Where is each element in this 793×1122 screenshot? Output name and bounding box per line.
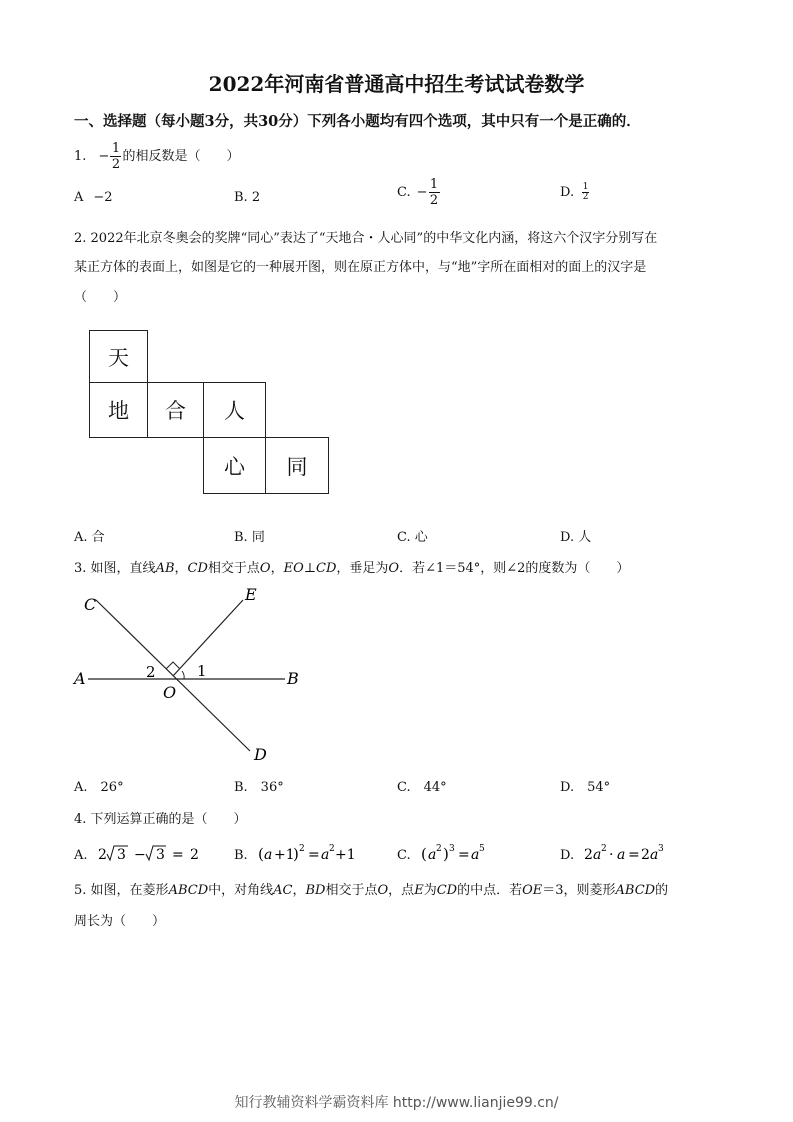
- q4-c-formula: [419, 844, 509, 864]
- page-title: 2022年河南省普通高中招生考试试卷数学: [208, 72, 585, 96]
- q3-option-d: D. 54°: [560, 780, 611, 795]
- question-1: [74, 141, 239, 172]
- label-o: O: [163, 683, 177, 702]
- svg-text:a: a: [593, 847, 602, 863]
- svg-text:·: ·: [609, 847, 614, 863]
- q1-fraction: $\frac{1}{2}$: [111, 141, 121, 172]
- q1-number: 1.: [74, 149, 87, 164]
- q4-d-formula: [582, 844, 682, 864]
- ray-oe: [173, 600, 243, 676]
- q4-option-b: B. ( a +1 ) 2 = a 2 +1: [234, 844, 366, 864]
- q3-option-a: A. 26°: [74, 780, 124, 795]
- label-e: E: [245, 585, 257, 604]
- q4-option-d: D. 2 a 2 · a = 2 a 3: [560, 844, 682, 864]
- question-4: 4. 下列运算正确的是（ ）: [74, 812, 247, 827]
- svg-text:(: (: [257, 845, 264, 863]
- q2-option-d: D. 人: [560, 530, 592, 545]
- q2-option-a: A. 合: [74, 530, 105, 545]
- svg-text:−: −: [133, 847, 146, 863]
- label-angle-1: 1: [197, 662, 207, 680]
- q4-option-a: A. 2 3 − 3 = 2: [74, 844, 206, 864]
- net-cell-di: 地: [89, 382, 148, 438]
- label-b: B: [287, 669, 299, 688]
- label-a: A: [74, 669, 86, 688]
- label-angle-2: 2: [146, 663, 156, 681]
- svg-text:a: a: [320, 847, 330, 863]
- svg-text:+1: +1: [273, 847, 295, 863]
- svg-text:2: 2: [189, 847, 199, 863]
- right-angle-mark: [166, 662, 180, 669]
- svg-text:2: 2: [97, 847, 107, 863]
- q3-option-c: C. 44°: [397, 780, 447, 795]
- label-c: C: [84, 595, 97, 614]
- q1-option-a: A −2: [74, 190, 113, 205]
- svg-text:=: =: [457, 847, 470, 863]
- svg-text:5: 5: [478, 844, 485, 854]
- svg-text:a: a: [470, 847, 480, 863]
- svg-text:a: a: [427, 847, 437, 863]
- svg-text:2: 2: [584, 847, 594, 863]
- q2-line-2: 某正方体的表面上，如图是它的一种展开图，则在原正方体中，与“地”字所在面相对的面上的汉字是: [74, 260, 647, 275]
- net-cell-he: 合: [147, 382, 204, 438]
- svg-text:a: a: [650, 847, 659, 863]
- svg-text:3: 3: [155, 847, 165, 863]
- q1-option-c: C. − $\frac{1}{2}$: [397, 177, 439, 208]
- q4-a-formula: [96, 844, 206, 864]
- net-cell-tong: 同: [265, 437, 329, 494]
- q1-option-d: D. $\frac{1}{2}$: [560, 182, 589, 202]
- svg-text:2: 2: [601, 844, 607, 854]
- svg-text:a: a: [617, 847, 626, 863]
- svg-text:2: 2: [435, 844, 442, 854]
- q4-b-formula: [256, 844, 366, 864]
- q2-option-b: B. 同: [234, 530, 265, 545]
- svg-text:2: 2: [298, 844, 305, 854]
- svg-text:(: (: [420, 845, 427, 863]
- svg-text:3: 3: [448, 844, 455, 854]
- angle-1-arc: [182, 671, 184, 679]
- q2-line-1: 2. 2022年北京冬奥会的奖牌“同心”表达了“天地合・人心同”的中华文化内涵，将这六个汉字分别写在: [74, 231, 658, 246]
- question-5-line-1: 5. 如图，在菱形ABCD中，对角线AC，BD相交于点O，点E为CD的中点．若OE＝3，则菱形ABCD的: [74, 883, 669, 898]
- svg-text:): ): [292, 845, 299, 863]
- net-cell-tian: 天: [89, 330, 148, 383]
- svg-text:2: 2: [641, 847, 651, 863]
- svg-text:+1: +1: [334, 847, 356, 863]
- q1-text: 的相反数是（ ）: [122, 149, 240, 164]
- svg-text:3: 3: [116, 847, 126, 863]
- section-heading: 一、选择题（每小题3分，共30分）下列各小题均有四个选项，其中只有一个是正确的．: [74, 113, 641, 130]
- svg-text:=: =: [307, 847, 320, 863]
- question-5-line-2: 周长为（ ）: [74, 914, 166, 929]
- svg-text:3: 3: [658, 844, 664, 854]
- svg-text:a: a: [263, 847, 273, 863]
- svg-text:): ): [442, 845, 449, 863]
- label-d: D: [254, 745, 267, 764]
- net-cell-ren: 人: [203, 382, 266, 438]
- net-cell-xin: 心: [203, 437, 266, 494]
- svg-text:2: 2: [328, 844, 335, 854]
- q1-minus: −: [98, 149, 110, 164]
- q3-option-b: B. 36°: [234, 780, 284, 795]
- q4-option-c: C. ( a 2 ) 3 = a 5: [397, 844, 509, 864]
- q2-line-3: （ ）: [74, 290, 127, 305]
- question-3: 3. 如图，直线AB，CD相交于点O，EO⊥CD，垂足为O．若∠1＝54°，则∠2的度数为（ ）: [74, 561, 630, 576]
- footer-watermark: 知行教辅资料学霸资料库 http://www.lianjie99.cn/: [234, 1095, 559, 1111]
- angle-figure: [70, 580, 320, 770]
- q1-option-b: B. 2: [234, 190, 261, 205]
- q2-option-c: C. 心: [397, 530, 428, 545]
- svg-text:=: =: [171, 847, 184, 863]
- svg-text:=: =: [628, 847, 640, 863]
